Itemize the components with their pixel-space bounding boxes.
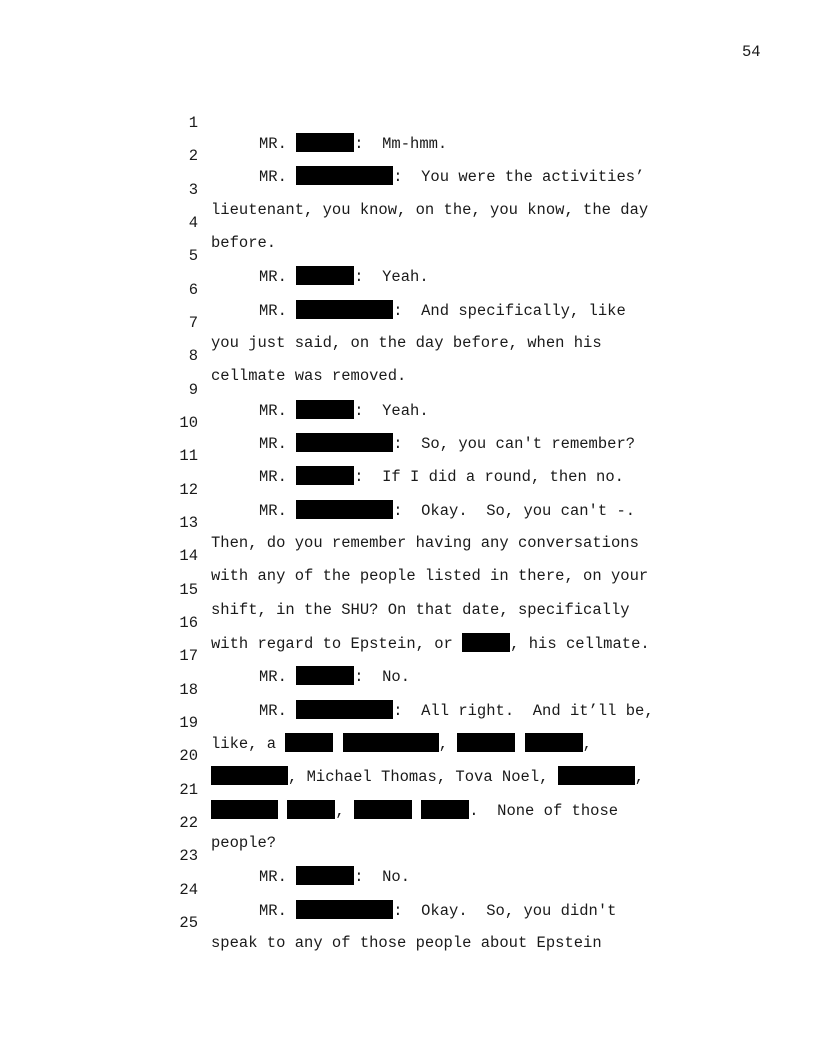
line-number: 2 xyxy=(188,147,198,165)
redaction-bar xyxy=(558,766,635,785)
line-number: 20 xyxy=(179,747,198,765)
line-number: 17 xyxy=(179,647,198,665)
line-text: MR. : You were the activities’ xyxy=(259,168,645,186)
redaction-bar xyxy=(211,800,278,819)
redaction-bar xyxy=(296,433,393,452)
line-text: people? xyxy=(211,834,277,852)
line-number: 4 xyxy=(188,214,198,232)
redaction-bar xyxy=(296,866,354,885)
line-text: MR. : Okay. So, you can't -. xyxy=(259,502,636,520)
line-number: 18 xyxy=(179,681,198,699)
redaction-bar xyxy=(296,500,393,519)
line-text: MR. : So, you can't remember? xyxy=(259,435,636,453)
redaction-bar xyxy=(343,733,439,752)
redaction-bar xyxy=(296,166,393,185)
redaction-bar xyxy=(296,666,354,685)
line-number: 8 xyxy=(188,347,198,365)
line-number: 22 xyxy=(179,814,198,832)
line-number: 15 xyxy=(179,581,198,599)
line-number: 7 xyxy=(188,314,198,332)
line-number: 3 xyxy=(188,181,198,199)
line-text: MR. : Yeah. xyxy=(259,402,429,420)
line-number: 19 xyxy=(179,714,198,732)
line-text: shift, in the SHU? On that date, specifically xyxy=(211,601,630,619)
line-text: , . None of those xyxy=(211,800,618,821)
line-text: you just said, on the day before, when his xyxy=(211,334,602,352)
line-number: 12 xyxy=(179,481,198,499)
line-text: MR. : No. xyxy=(259,868,411,886)
redaction-bar xyxy=(296,400,354,419)
line-text: like, a , , xyxy=(211,735,592,753)
redaction-bar xyxy=(296,466,354,485)
line-number: 11 xyxy=(179,447,198,465)
line-text: Then, do you remember having any conversations xyxy=(211,534,639,552)
redaction-bar xyxy=(296,266,354,285)
line-text: lieutenant, you know, on the, you know, the day xyxy=(211,201,649,219)
line-number: 21 xyxy=(179,781,198,799)
line-text: MR. : And specifically, like xyxy=(259,302,626,320)
transcript-line xyxy=(0,793,277,852)
line-number: 1 xyxy=(188,114,198,132)
redaction-bar xyxy=(525,733,583,752)
line-number: 25 xyxy=(179,914,198,932)
line-text: with any of the people listed in there, on your xyxy=(211,567,649,585)
line-number: 10 xyxy=(179,414,198,432)
transcript-line xyxy=(0,626,411,686)
line-text: cellmate was removed. xyxy=(211,367,407,385)
line-number: 13 xyxy=(179,514,198,532)
line-text: , Michael Thomas, Tova Noel, , xyxy=(211,766,644,787)
redaction-bar xyxy=(296,133,354,152)
line-number: 23 xyxy=(179,847,198,865)
line-number: 9 xyxy=(188,381,198,399)
line-number: 16 xyxy=(179,614,198,632)
redaction-bar xyxy=(457,733,515,752)
redaction-bar xyxy=(296,700,393,719)
redaction-bar xyxy=(421,800,469,819)
line-text: with regard to Epstein, or , his cellmate. xyxy=(211,635,650,653)
redaction-bar xyxy=(354,800,412,819)
line-number: 6 xyxy=(188,281,198,299)
line-text: MR. : Okay. So, you didn't xyxy=(259,902,617,920)
page-number: 54 xyxy=(742,43,761,61)
line-number: 5 xyxy=(188,247,198,265)
transcript-line xyxy=(0,93,448,153)
redaction-bar xyxy=(211,766,288,785)
line-text: MR. : All right. And it’ll be, xyxy=(259,702,654,720)
redaction-bar xyxy=(296,300,393,319)
redaction-bar xyxy=(287,800,335,819)
redaction-bar xyxy=(285,733,333,752)
redaction-bar xyxy=(296,900,393,919)
line-text: speak to any of those people about Epstein xyxy=(211,934,602,952)
redaction-bar xyxy=(462,633,510,652)
line-text: MR. : Mm-hmm. xyxy=(259,135,448,153)
line-number: 14 xyxy=(179,547,198,565)
transcript-line xyxy=(0,193,277,252)
line-text: MR. : No. xyxy=(259,668,411,686)
line-text: MR. : If I did a round, then no. xyxy=(259,468,624,486)
line-text: before. xyxy=(211,234,277,252)
line-number: 24 xyxy=(179,881,198,899)
line-text: MR. : Yeah. xyxy=(259,268,429,286)
